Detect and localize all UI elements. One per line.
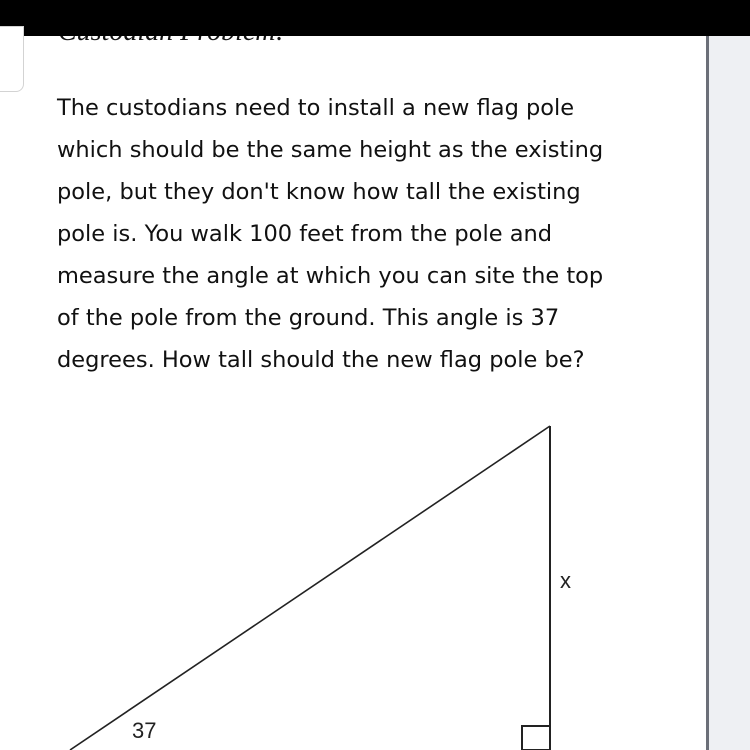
- problem-line: which should be the same height as the existing: [57, 137, 604, 163]
- unknown-height-label: x: [560, 568, 571, 593]
- problem-line: measure the angle at which you can site the top: [57, 263, 604, 289]
- problem-line: of the pole from the ground. This angle is 37: [57, 305, 560, 331]
- hypotenuse-line: [70, 426, 550, 750]
- right-angle-marker: [522, 726, 550, 750]
- problem-line: pole, but they don't know how tall the existing: [57, 179, 581, 205]
- problem-line: The custodians need to install a new flag pole: [57, 95, 575, 121]
- problem-line: degrees. How tall should the new flag pole be?: [57, 347, 585, 373]
- problem-line: pole is. You walk 100 feet from the pole and: [57, 221, 553, 247]
- angle-label: 37: [132, 718, 157, 743]
